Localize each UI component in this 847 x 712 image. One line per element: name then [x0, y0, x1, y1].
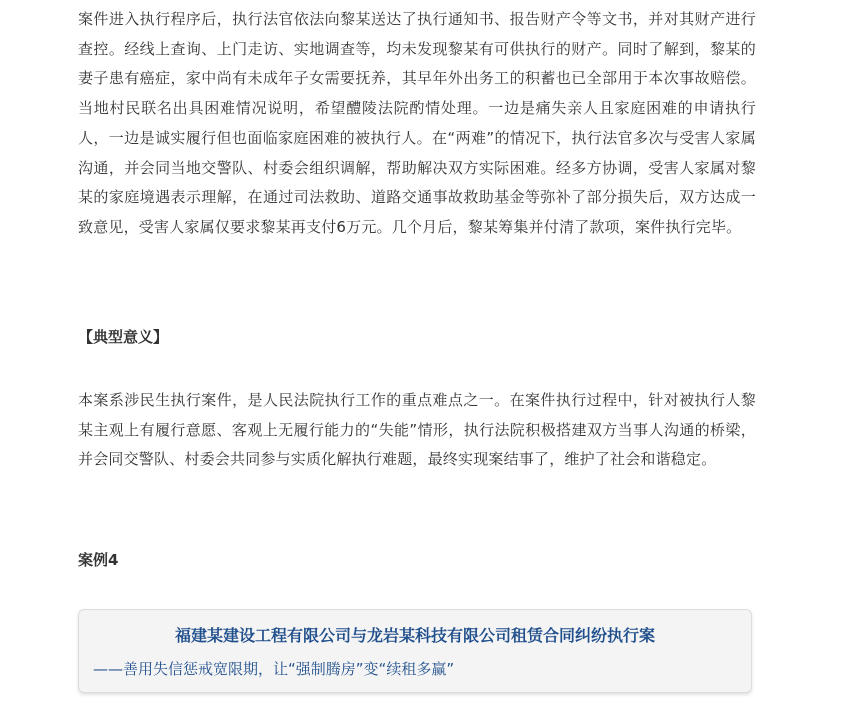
section-title-significance: 【典型意义】 [78, 328, 169, 346]
case-title-box [78, 609, 752, 693]
paragraph-significance: 本案系涉民生执行案件，是人民法院执行工作的重点难点之一。在案件执行过程中，针对被执行人黎某主观上有履行意愿、客观上无履行能力的“失能”情形，执行法院积极搭建双方当事人沟通的桥梁，并会同交警队、村委会共同参与实质化解执行难题，最终实现案结事了，维护了社会和谐稳定。 [78, 391, 756, 469]
case-label: 案例4 [78, 551, 119, 569]
case-title: 福建某建设工程有限公司与龙岩某科技有限公司租赁合同纠纷执行案 [174, 626, 655, 645]
paragraph-execution-process: 案件进入执行程序后，执行法官依法向黎某送达了执行通知书、报告财产令等文书，并对其财产进行查控。经线上查询、上门走访、实地调查等，均未发现黎某有可供执行的财产。同时了解到，黎某的妻子患有癌症，家中尚有未成年子女需要抚养，其早年外出务工的积蓄也已全部用于本次事故赔偿。当地村民联名出具困难情况说明，希望醴陵法院酌情处理。一边是痛失亲人且家庭困难的申请执行人，一边是诚实履行但也面临家庭困难的被执行人。在“两难”的情况下，执行法官多次与受害人家属沟通，并会同当地交警队、村委会组织调解，帮助解决双方实际困难。经多方协调，受害人家属对黎某的家庭境遇表示理解，在通过司法救助、道路交通事故救助基金等弥补了部分损失后，双方达成一致意见，受害人家属仅要求黎某再支付6万元。几个月后，黎某筹集并付清了款项，案件执行完毕。 [78, 10, 756, 236]
case-subtitle: ——善用失信惩戒宽限期，让“强制腾房”变“续租多赢” [93, 660, 455, 678]
article-body [78, 0, 756, 678]
